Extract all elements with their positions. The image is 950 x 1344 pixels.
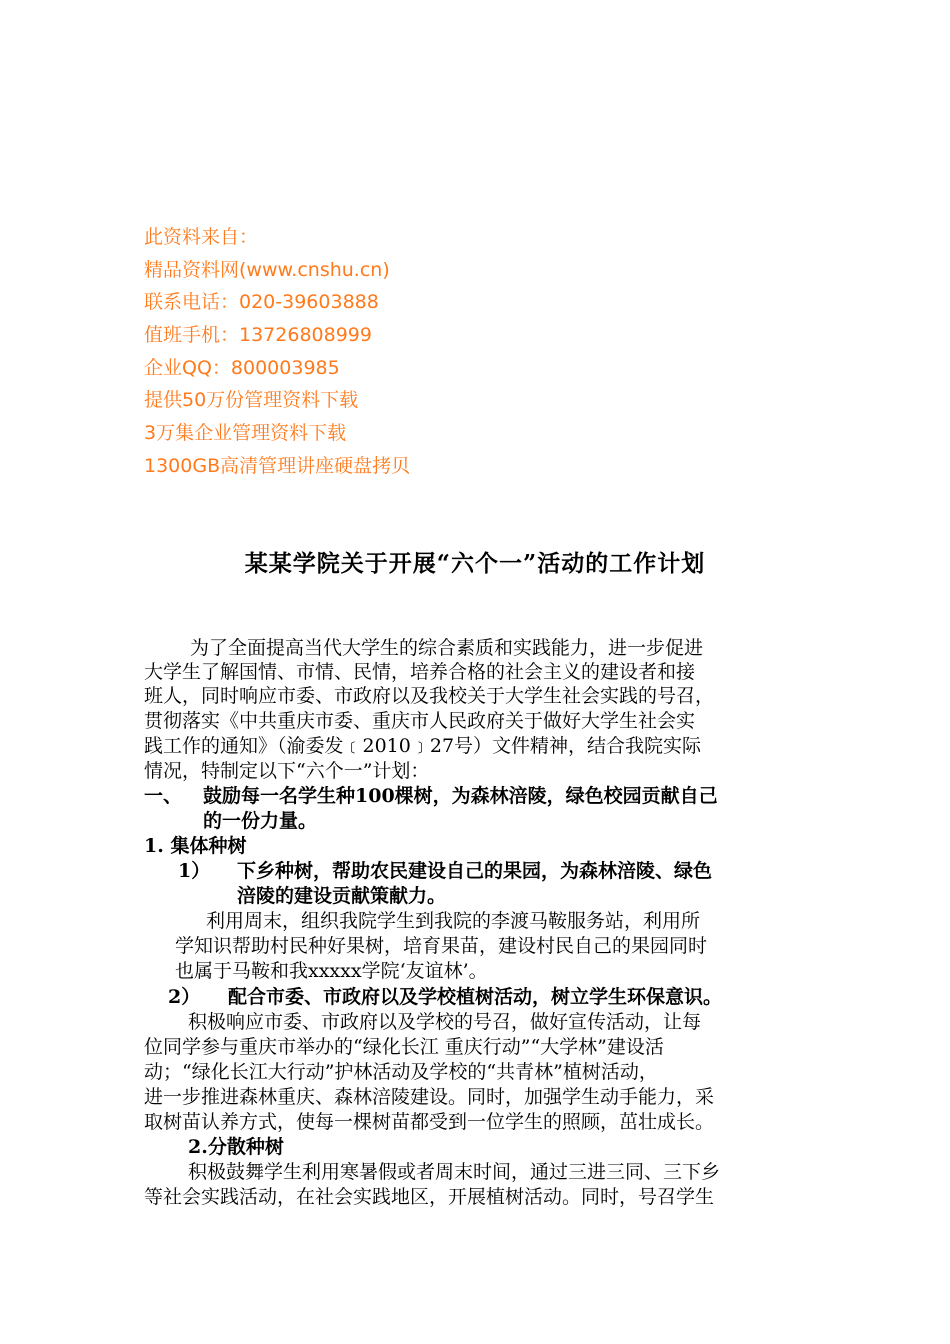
paragraph-line: 情况，特制定以下“六个一”计划： [144,760,430,782]
paragraph-line: 也属于马鞍和我xxxxx学院‘友谊林’。 [175,960,488,982]
source-line: 提供50万份管理资料下载 [144,389,359,412]
paragraph-line: 班人，同时响应市委、市政府以及我校关于大学生社会实践的号召， [144,685,715,707]
item-number: 2） [168,986,201,1008]
paragraph-line: 位同学参与重庆市举办的“绿化长江 重庆行动”“大学林”建设活 [144,1036,664,1058]
paragraph-line: 学知识帮助村民种好果树，培育果苗，建设村民自己的果园同时 [175,935,708,957]
item-number: 1） [178,860,211,882]
item-heading-line: 涪陵的建设贡献策献力。 [237,885,447,907]
source-line: 值班手机：13726808999 [144,324,372,347]
paragraph-line: 动；“绿化长江大行动”护林活动及学校的“共青林”植树活动， [144,1061,658,1083]
source-line: 1300GB高清管理讲座硬盘拷贝 [144,454,411,477]
paragraph-line: 利用周末，组织我院学生到我院的李渡马鞍服务站，利用所 [206,910,701,932]
paragraph-line: 等社会实践活动，在社会实践地区，开展植树活动。同时，号召学生 [144,1186,715,1208]
document-title: 某某学院关于开展“六个一”活动的工作计划 [244,550,706,577]
paragraph-line: 贯彻落实《中共重庆市委、重庆市人民政府关于做好大学生社会实 [144,710,696,732]
source-line: 联系电话：020-39603888 [144,291,379,314]
subsection-heading: 1. 集体种树 [144,835,247,857]
paragraph-line: 进一步推进森林重庆、森林涪陵建设。同时，加强学生动手能力，采 [144,1086,715,1108]
item-heading-line: 下乡种树，帮助农民建设自己的果园，为森林涪陵、绿色 [237,860,713,882]
source-line: 企业QQ：800003985 [144,356,340,379]
paragraph-line: 积极响应市委、市政府以及学校的号召，做好宣传活动，让每 [188,1011,702,1033]
source-line: 精品资料网(www.cnshu.cn) [144,258,390,281]
paragraph-line: 取树苗认养方式，使每一棵树苗都受到一位学生的照顾，茁壮成长。 [144,1111,715,1133]
subsection-heading: 2.分散种树 [188,1136,284,1158]
source-info-block [144,221,644,483]
source-line: 3万集企业管理资料下载 [144,422,347,445]
section-heading-line: 鼓励每一名学生种100棵树，为森林涪陵，绿色校园贡献自己 [203,785,718,807]
section-heading-line: 的一份力量。 [203,810,318,832]
paragraph-line: 大学生了解国情、市情、民情，培养合格的社会主义的建设者和接 [144,661,696,683]
paragraph-line: 积极鼓舞学生利用寒暑假或者周末时间，通过三进三同、三下乡 [188,1161,721,1183]
item-heading-line: 配合市委、市政府以及学校植树活动，树立学生环保意识。 [228,986,723,1008]
section-number: 一、 [144,785,183,807]
paragraph-line: 为了全面提高当代大学生的综合素质和实践能力，进一步促进 [190,637,704,659]
source-line: 此资料来自： [144,226,259,248]
paragraph-line: 践工作的通知》（渝委发﹝2010﹞27号）文件精神，结合我院实际 [144,735,702,757]
